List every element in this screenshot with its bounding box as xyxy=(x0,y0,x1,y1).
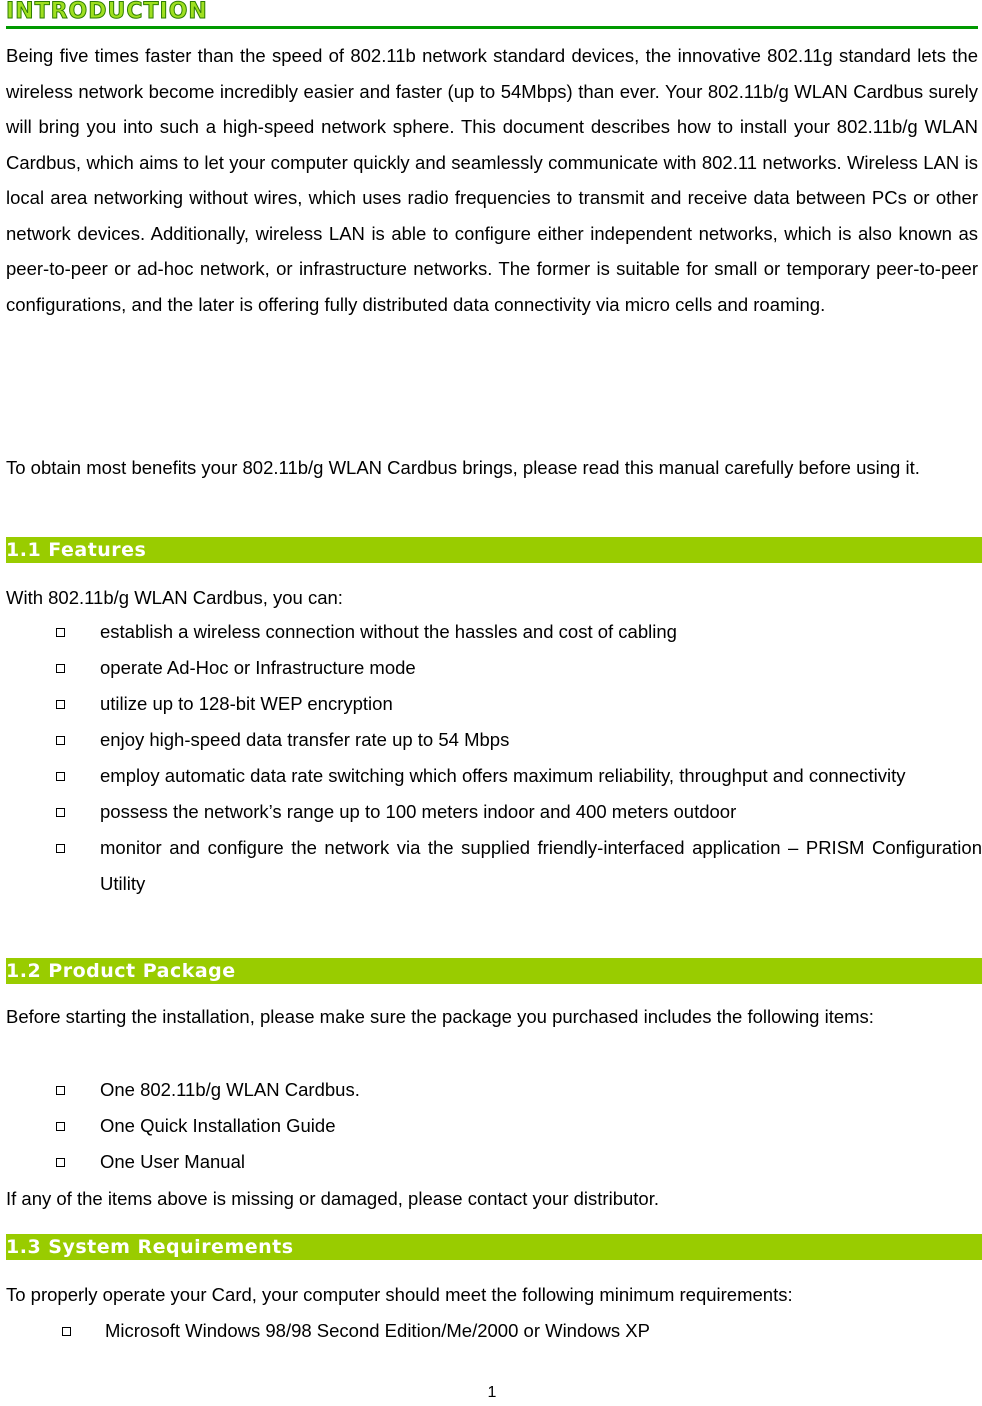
checkbox-bullet-icon xyxy=(56,1086,65,1095)
checkbox-bullet-icon xyxy=(56,844,65,853)
list-item: Microsoft Windows 98/98 Second Edition/Me/2000 or Windows XP xyxy=(6,1313,982,1349)
checkbox-bullet-icon xyxy=(56,772,65,781)
checkbox-bullet-icon xyxy=(56,700,65,709)
list-item: operate Ad-Hoc or Infrastructure mode xyxy=(6,650,982,686)
checkbox-bullet-icon xyxy=(56,1158,65,1167)
list-item: utilize up to 128-bit WEP encryption xyxy=(6,686,982,722)
package-footer: If any of the items above is missing or damaged, please contact your distributor. xyxy=(6,1188,659,1209)
section-heading-requirements xyxy=(6,1234,982,1260)
list-item: One 802.11b/g WLAN Cardbus. xyxy=(6,1072,982,1108)
checkbox-bullet-icon xyxy=(56,628,65,637)
list-item: employ automatic data rate switching which offers maximum reliability, throughput and connectivity xyxy=(6,758,982,794)
list-item: enjoy high-speed data transfer rate up to 54 Mbps xyxy=(6,722,982,758)
section-heading-requirements-text: 1.3 System Requirements xyxy=(6,1236,294,1258)
list-item: possess the network’s range up to 100 meters indoor and 400 meters outdoor xyxy=(6,794,982,830)
requirements-list xyxy=(6,1313,982,1349)
section-heading-package-text: 1.2 Product Package xyxy=(6,960,236,982)
features-list xyxy=(6,614,982,902)
requirements-lead: To properly operate your Card, your computer should meet the following minimum requirements: xyxy=(6,1284,793,1305)
chapter-title xyxy=(6,2,978,29)
checkbox-bullet-icon xyxy=(56,808,65,817)
intro-paragraph-2: To obtain most benefits your 802.11b/g WLAN Cardbus brings, please read this manual carefully before using it. xyxy=(6,457,920,478)
chapter-title-text: INTRODUCTION xyxy=(6,0,208,24)
checkbox-bullet-icon xyxy=(62,1327,71,1336)
list-item: One User Manual xyxy=(6,1144,982,1180)
checkbox-bullet-icon xyxy=(56,664,65,673)
package-lead: Before starting the installation, please make sure the package you purchased includes the following items: xyxy=(6,1006,874,1027)
section-heading-package xyxy=(6,958,982,984)
checkbox-bullet-icon xyxy=(56,736,65,745)
checkbox-bullet-icon xyxy=(56,1122,65,1131)
features-lead: With 802.11b/g WLAN Cardbus, you can: xyxy=(6,587,343,608)
list-item: monitor and configure the network via the supplied friendly-interfaced application – PRISM Configuration Utility xyxy=(6,830,982,902)
section-heading-features-text: 1.1 Features xyxy=(6,539,147,561)
list-item: One Quick Installation Guide xyxy=(6,1108,982,1144)
list-item: establish a wireless connection without the hassles and cost of cabling xyxy=(6,614,982,650)
section-heading-features xyxy=(6,537,982,563)
intro-paragraph-1: Being five times faster than the speed of 802.11b network standard devices, the innovative 802.11g standard lets the wireless network become incredibly easier and faster (up to 54Mbps) than ever. Your 802.11b/g WLAN Cardbus surely will bring you into such a high-speed network sphere. This document describes how to install your 802.11b/g WLAN Cardbus, which aims to let your computer quickly and seamlessly communicate with 802.11 networks. Wireless LAN is local area networking without wires, which uses radio frequencies to transmit and receive data between PCs or other network devices. Additionally, wireless LAN is able to configure either independent networks, which is also known as peer-to-peer or ad-hoc network, or infrastructure networks. The former is suitable for small or temporary peer-to-peer configurations, and the later is offering fully distributed data connectivity via micro cells and roaming. xyxy=(6,45,978,315)
page-number: 1 xyxy=(487,1384,497,1401)
package-list xyxy=(6,1072,982,1180)
